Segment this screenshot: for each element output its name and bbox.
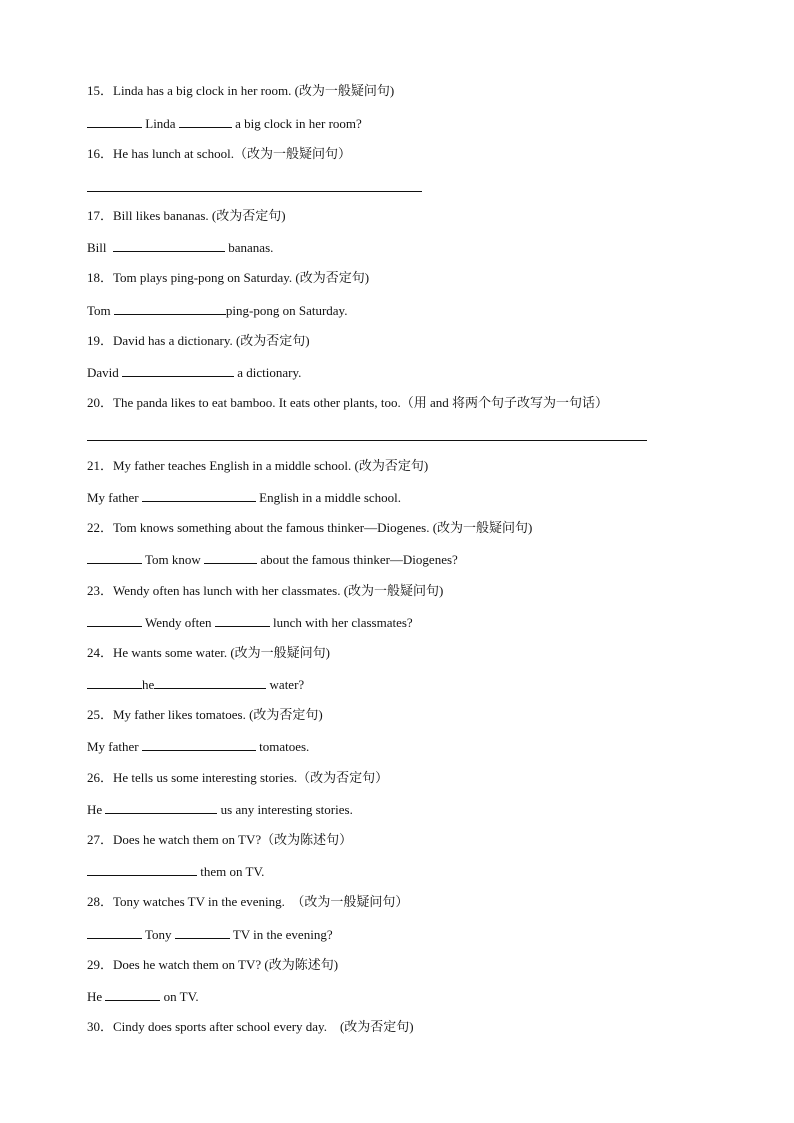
answer-line-22: [87, 551, 458, 568]
question-25: 25．My father likes tomatoes. (改为否定句): [87, 707, 323, 722]
question-18: 18．Tom plays ping-pong on Saturday. (改为否定句): [87, 270, 370, 285]
answer-text: bananas.: [228, 240, 274, 255]
answer-text: David: [87, 365, 119, 380]
answer-text: Tony: [145, 927, 172, 942]
answer-line-25: [87, 738, 309, 755]
answer-blank[interactable]: [87, 926, 142, 939]
answer-line-26: [87, 801, 353, 818]
answer-blank[interactable]: [215, 614, 270, 627]
question-22: 22．Tom knows something about the famous thinker—Diogenes. (改为一般疑问句): [87, 520, 533, 535]
answer-line-29: [87, 988, 199, 1005]
question-26: 26．He tells us some interesting stories.（改为否定句）: [87, 770, 389, 785]
answer-blank[interactable]: [114, 302, 226, 315]
question-27: 27．Does he watch them on TV?（改为陈述句）: [87, 832, 353, 847]
answer-blank[interactable]: [105, 988, 160, 1001]
answer-text: My father: [87, 490, 139, 505]
answer-text: us any interesting stories.: [220, 802, 353, 817]
question-15: 15．Linda has a big clock in her room. (改为一般疑问句): [87, 83, 395, 98]
answer-line-15: [87, 115, 362, 132]
answer-blank[interactable]: [142, 738, 256, 751]
answer-line-23: [87, 614, 413, 631]
answer-text: ping-pong on Saturday.: [225, 303, 348, 318]
answer-text: Bill: [87, 240, 107, 255]
answer-blank[interactable]: [87, 551, 142, 564]
answer-blank[interactable]: [204, 551, 257, 564]
answer-text: water?: [269, 677, 305, 692]
answer-text: about the famous thinker—Diogenes?: [260, 552, 458, 567]
question-29: 29．Does he watch them on TV? (改为陈述句): [87, 957, 339, 972]
question-21: 21．My father teaches English in a middle school. (改为否定句): [87, 458, 429, 473]
answer-blank[interactable]: [142, 489, 256, 502]
answer-blank[interactable]: [87, 676, 142, 689]
answer-blank[interactable]: [179, 115, 232, 128]
question-17: 17．Bill likes bananas. (改为否定句): [87, 208, 286, 223]
answer-line-21: [87, 489, 401, 506]
question-20: 20．The panda likes to eat bamboo. It eats other plants, too.（用 and 将两个句子改写为一句话）: [87, 395, 608, 410]
answer-blank[interactable]: [122, 364, 234, 377]
answer-text: them on TV.: [200, 864, 265, 879]
answer-blank[interactable]: [105, 801, 217, 814]
question-30: 30．Cindy does sports after school every day. (改为否定句): [87, 1019, 414, 1034]
question-28: 28．Tony watches TV in the evening. （改为一般疑问句）: [87, 894, 409, 909]
answer-text: a big clock in her room?: [235, 116, 362, 131]
answer-line-28: [87, 926, 333, 943]
answer-text: a dictionary.: [237, 365, 302, 380]
answer-blank[interactable]: [87, 614, 142, 627]
answer-line-24: [87, 676, 304, 693]
answer-blank[interactable]: [87, 863, 197, 876]
answer-rule-20[interactable]: [87, 440, 647, 441]
answer-text: My father: [87, 739, 139, 754]
answer-blank[interactable]: [87, 115, 142, 128]
answer-text: Linda: [145, 116, 176, 131]
answer-rule-16[interactable]: [87, 191, 422, 192]
answer-text: on TV.: [163, 989, 199, 1004]
answer-blank[interactable]: [113, 239, 225, 252]
question-24: 24．He wants some water. (改为一般疑问句): [87, 645, 330, 660]
answer-line-17: [87, 239, 273, 256]
answer-blank[interactable]: [175, 926, 230, 939]
answer-line-18: [87, 302, 347, 319]
answer-text: TV in the evening?: [232, 927, 333, 942]
answer-text: English in a middle school.: [259, 490, 402, 505]
answer-text: he: [142, 677, 155, 692]
answer-line-27: [87, 863, 264, 880]
question-16: 16．He has lunch at school.（改为一般疑问句）: [87, 146, 351, 161]
answer-text: tomatoes.: [259, 739, 310, 754]
answer-text: Wendy often: [145, 615, 212, 630]
answer-line-19: [87, 364, 301, 381]
answer-text: Tom: [87, 303, 111, 318]
question-23: 23．Wendy often has lunch with her classmates. (改为一般疑问句): [87, 583, 444, 598]
question-19: 19．David has a dictionary. (改为否定句): [87, 333, 310, 348]
answer-blank[interactable]: [154, 676, 266, 689]
answer-text: He: [87, 989, 103, 1004]
answer-text: Tom know: [145, 552, 201, 567]
answer-text: lunch with her classmates?: [272, 615, 413, 630]
answer-text: He: [87, 802, 103, 817]
